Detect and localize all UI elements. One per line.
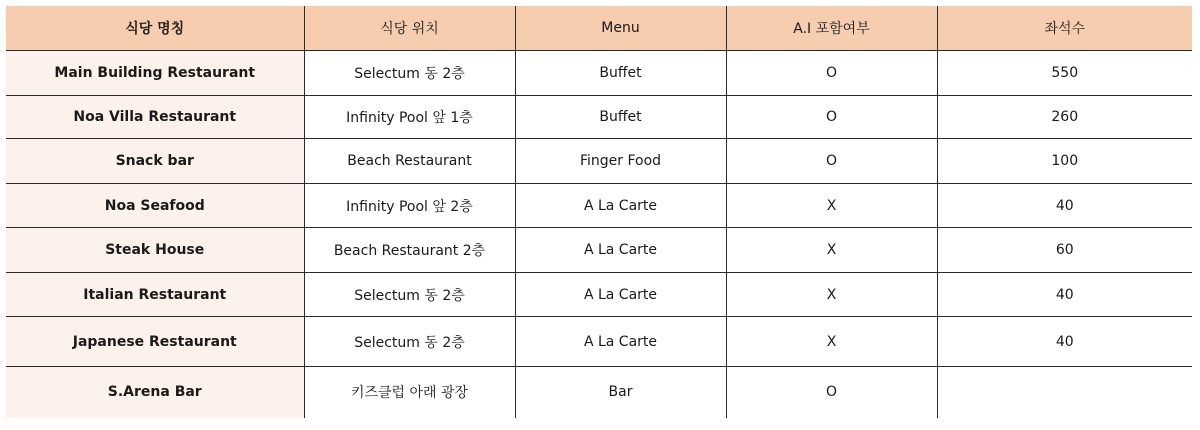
cell-name: Japanese Restaurant: [6, 317, 304, 367]
cell-location: Beach Restaurant: [304, 139, 515, 184]
table-row: [6, 51, 1192, 96]
cell-location: Selectum 동 2층: [304, 51, 515, 96]
cell-name: Steak House: [6, 228, 304, 273]
table-row: [6, 139, 1192, 184]
header-name: 식당 명칭: [6, 6, 304, 51]
table-body: [6, 51, 1192, 418]
cell-ai: X: [726, 317, 937, 367]
cell-name: Noa Villa Restaurant: [6, 96, 304, 139]
cell-seats: 40: [937, 273, 1192, 317]
table-row: [6, 273, 1192, 317]
cell-menu: A La Carte: [515, 228, 726, 273]
cell-menu: Finger Food: [515, 139, 726, 184]
cell-name: Snack bar: [6, 139, 304, 184]
table-row: [6, 184, 1192, 228]
cell-name: Italian Restaurant: [6, 273, 304, 317]
cell-seats: 100: [937, 139, 1192, 184]
cell-location: Infinity Pool 앞 2층: [304, 184, 515, 228]
cell-name: Noa Seafood: [6, 184, 304, 228]
table-row: [6, 317, 1192, 367]
cell-seats: 260: [937, 96, 1192, 139]
cell-menu: Buffet: [515, 96, 726, 139]
table-row: [6, 367, 1192, 418]
cell-seats: 550: [937, 51, 1192, 96]
table-row: [6, 96, 1192, 139]
header-menu: Menu: [515, 6, 726, 51]
cell-menu: Bar: [515, 367, 726, 418]
cell-location: 키즈클럽 아래 광장: [304, 367, 515, 418]
restaurant-table: [6, 6, 1192, 418]
cell-ai: X: [726, 228, 937, 273]
cell-name: Main Building Restaurant: [6, 51, 304, 96]
cell-location: Selectum 동 2층: [304, 317, 515, 367]
cell-location: Infinity Pool 앞 1층: [304, 96, 515, 139]
table-header: [6, 6, 1192, 51]
cell-seats: 40: [937, 317, 1192, 367]
cell-seats: 40: [937, 184, 1192, 228]
cell-ai: X: [726, 273, 937, 317]
cell-name: S.Arena Bar: [6, 367, 304, 418]
header-row: [6, 6, 1192, 51]
header-location: 식당 위치: [304, 6, 515, 51]
header-ai: A.I 포함여부: [726, 6, 937, 51]
cell-ai: O: [726, 96, 937, 139]
cell-seats: 60: [937, 228, 1192, 273]
cell-ai: O: [726, 139, 937, 184]
cell-ai: O: [726, 51, 937, 96]
cell-menu: Buffet: [515, 51, 726, 96]
cell-ai: X: [726, 184, 937, 228]
cell-menu: A La Carte: [515, 273, 726, 317]
table-row: [6, 228, 1192, 273]
cell-menu: A La Carte: [515, 317, 726, 367]
cell-menu: A La Carte: [515, 184, 726, 228]
header-seats: 좌석수: [937, 6, 1192, 51]
cell-ai: O: [726, 367, 937, 418]
cell-location: Selectum 동 2층: [304, 273, 515, 317]
cell-location: Beach Restaurant 2층: [304, 228, 515, 273]
cell-seats: [937, 367, 1192, 418]
